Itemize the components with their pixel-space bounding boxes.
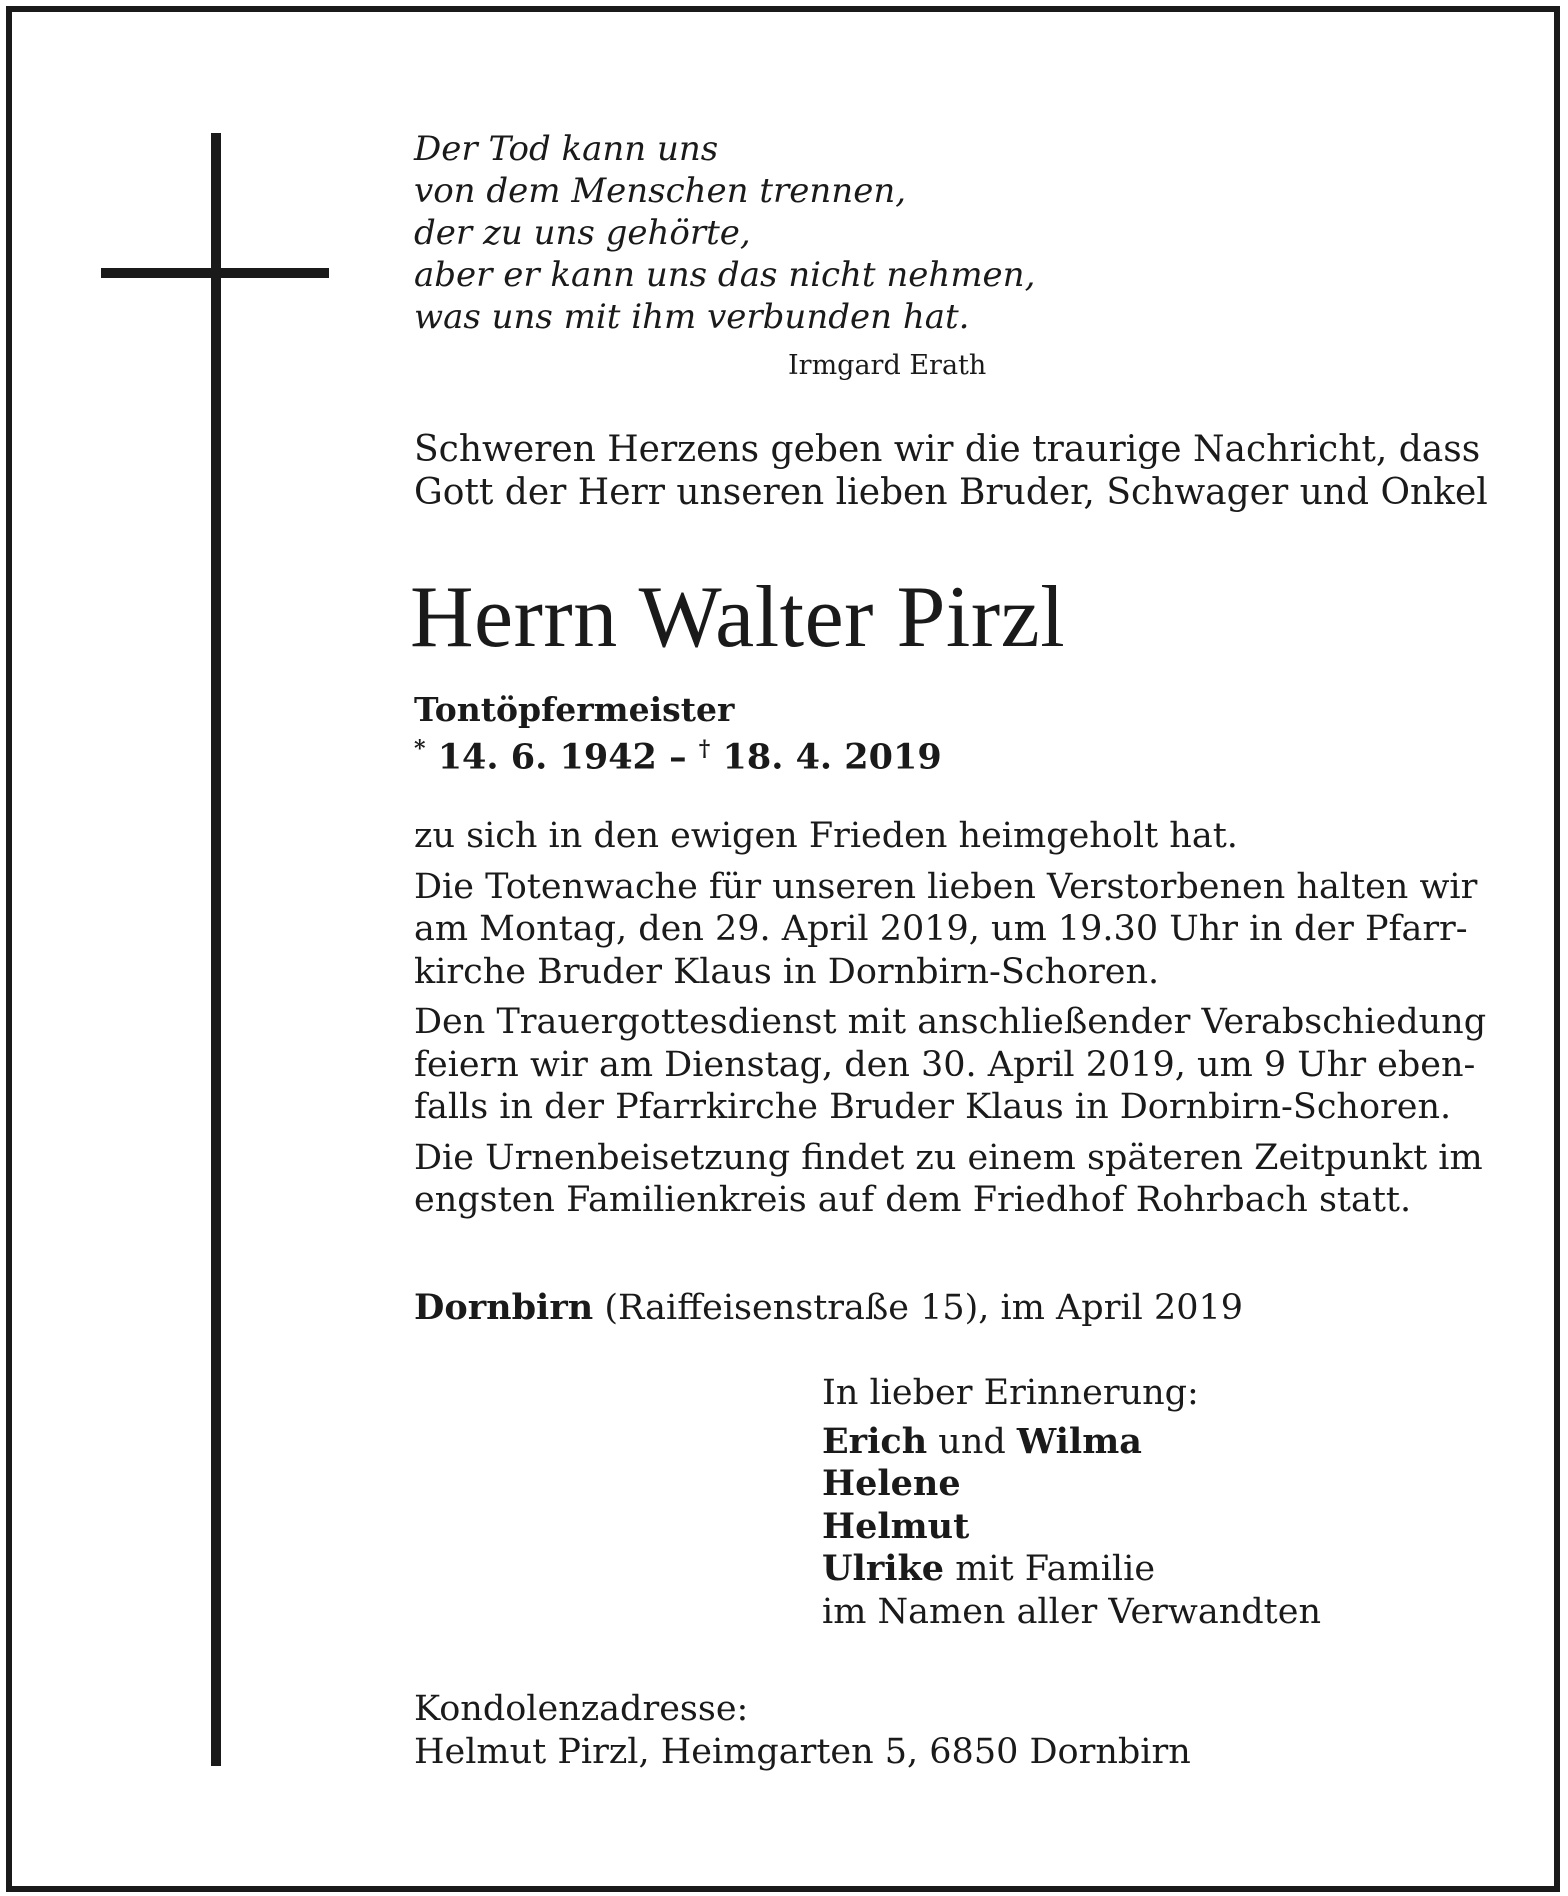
deceased-name: Herrn Walter Pirzl [410,569,1066,666]
paragraph-urn-burial [414,1137,1486,1222]
paragraph-wake [414,866,1486,994]
condolence-label: Kondolenzadresse: [414,1689,749,1729]
place-rest: (Raiffeisenstraße 15), im April 2019 [593,1288,1244,1328]
signature-and: und [927,1421,1017,1462]
quote-line: was uns mit ihm verbunden hat. [414,297,970,337]
signature-ulrike: Ulrike [822,1548,945,1589]
date-separator: – [669,736,687,778]
signature-relatives: im Namen aller Verwandten [822,1591,1321,1632]
paragraph-funeral-service [414,1001,1486,1129]
condolence-address [414,1688,1191,1773]
birth-symbol: * [414,736,426,762]
cross-icon-vertical-bar [211,133,221,1766]
memory-heading: In lieber Erinnerung: [822,1373,1199,1413]
place-city: Dornbirn [414,1287,594,1328]
signature-helene: Helene [822,1463,961,1504]
body-line: Die Totenwache für unseren lieben Verstorbenen halten wir [414,866,1478,907]
body-line: falls in der Pfarrkirche Bruder Klaus in Dornbirn-Schoren. [414,1087,1452,1127]
death-symbol: † [698,736,711,762]
signature-line [822,1548,1321,1591]
body-line: Den Trauergottesdienst mit anschließender Verabschiedung [414,1002,1487,1042]
signature-erich: Erich [822,1420,928,1462]
place-and-date [414,1287,1243,1328]
life-dates [414,736,942,778]
body-line: am Montag, den 29. April 2019, um 19.30 Uhr in der Pfarr- [414,909,1468,949]
death-date: 18. 4. 2019 [722,736,942,778]
quote-line: Der Tod kann uns [414,129,719,169]
quote-author: Irmgard Erath [788,350,987,381]
body-line: kirche Bruder Klaus in Dornbirn-Schoren. [414,951,1160,992]
intro-line: Schweren Herzens geben wir die traurige Nachricht, dass [414,429,1481,470]
body-line: engsten Familienkreis auf dem Friedhof Rohrbach statt. [414,1180,1412,1220]
body-text [414,815,1486,1230]
intro-text [414,428,1488,514]
memory-signatures [822,1372,1321,1633]
paragraph-homecoming [414,815,1486,858]
body-line: Die Urnenbeisetzung findet zu einem späteren Zeitpunkt im [414,1137,1483,1178]
quote-line: von dem Menschen trennen, [414,171,907,211]
signature-line [822,1421,1321,1464]
quote-line: der zu uns gehörte, [414,213,751,253]
cross-icon-horizontal-bar [101,268,329,278]
signature-wilma: Wilma [1016,1420,1142,1462]
body-line: zu sich in den ewigen Frieden heimgeholt hat. [414,816,1238,856]
quote-line: aber er kann uns das nicht nehmen, [414,255,1036,295]
birth-date: 14. 6. 1942 [437,736,657,778]
intro-line: Gott der Herr unseren lieben Bruder, Schwager und Onkel [414,472,1488,513]
condolence-address-line: Helmut Pirzl, Heimgarten 5, 6850 Dornbirn [414,1731,1191,1772]
quote [414,128,1035,338]
deceased-occupation: Tontöpfermeister [414,690,735,729]
body-line: feiern wir am Dienstag, den 30. April 2019, um 9 Uhr eben- [414,1044,1476,1085]
signature-family: mit Familie [944,1549,1156,1589]
signature-helmut: Helmut [822,1505,970,1547]
